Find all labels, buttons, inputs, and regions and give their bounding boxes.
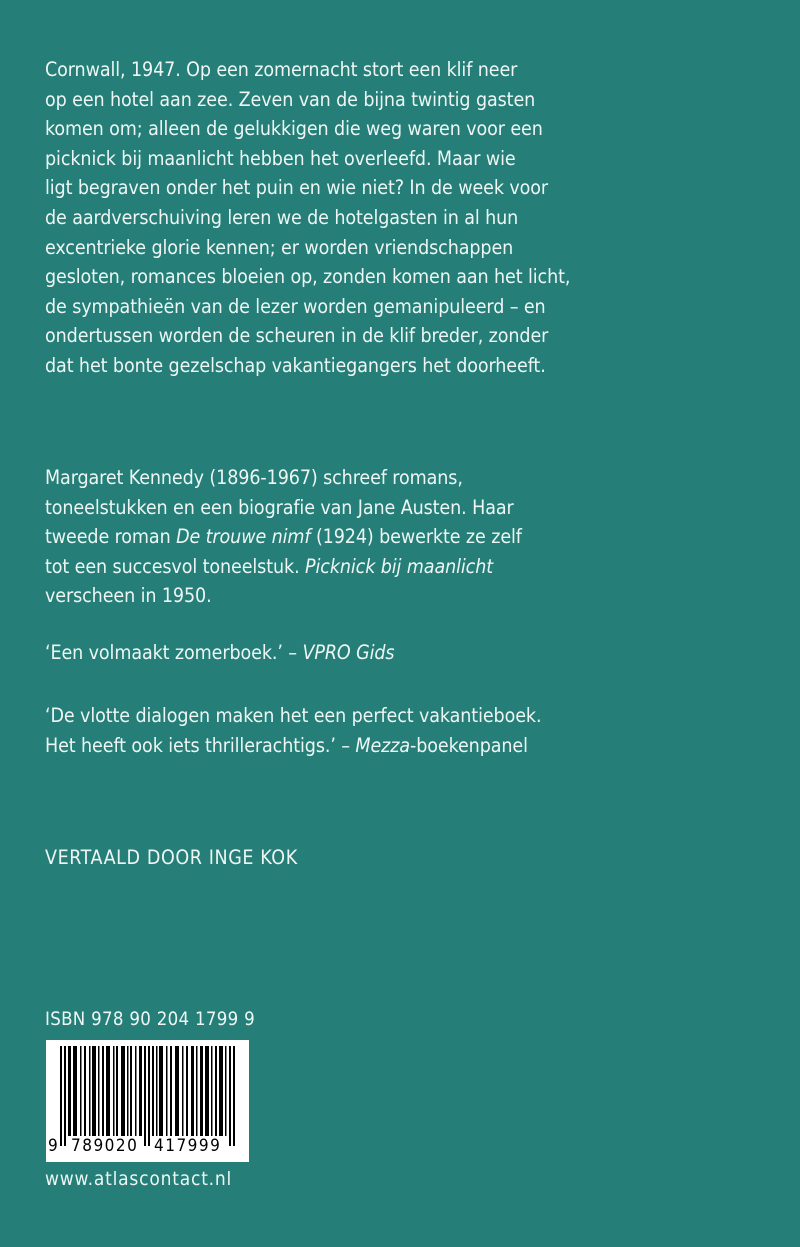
quote-source: VPRO Gids — [302, 641, 395, 664]
blurb-line: komen om; alleen de gelukkigen die weg waren voor een — [45, 117, 543, 141]
bio-text: tot een succesvol toneelstuk. — [45, 554, 306, 578]
publisher-website[interactable]: www.atlascontact.nl — [45, 1168, 233, 1190]
bio-line: verscheen in 1950. — [45, 584, 212, 608]
book-title-italic: Picknick bij maanlicht — [305, 554, 494, 578]
blurb-line: ondertussen worden de scheuren in de klif breder, zonder — [45, 324, 549, 348]
review-quote — [45, 638, 394, 668]
barcode-left-digits: 789020 — [71, 1136, 139, 1156]
quote-text: Het heeft ook iets thrillerachtigs.’ – — [45, 733, 356, 757]
bio-line: Margaret Kennedy (1896-1967) schreef romans, — [45, 466, 463, 489]
isbn-label: ISBN 978 90 204 1799 9 — [45, 1009, 255, 1030]
blurb-line: dat het bonte gezelschap vakantiegangers het doorheeft. — [45, 353, 546, 377]
bio-text: (1924) bewerkte ze zelf — [310, 525, 522, 549]
quote-text: ‘Een volmaakt zomerboek.’ – — [45, 641, 303, 664]
blurb-line: op een hotel aan zee. Zeven van de bijna twintig gasten — [45, 87, 536, 111]
barcode — [46, 1040, 249, 1162]
book-title-italic: De trouwe nimf — [176, 525, 311, 549]
blurb-line: Cornwall, 1947. Op een zomernacht stort een klif neer — [45, 58, 518, 81]
quote-source: -boekenpanel — [410, 733, 528, 757]
blurb-line: de aardverschuiving leren we de hotelgasten in al hun — [45, 205, 519, 229]
blurb-line: de sympathieën van de lezer worden gemanipuleerd – en — [45, 294, 546, 318]
bio-text: tweede roman — [45, 525, 177, 549]
bio-line — [45, 522, 522, 552]
blurb-line: gesloten, romances bloeien op, zonden komen aan het licht, — [45, 265, 571, 289]
barcode-first-digit: 9 — [48, 1136, 58, 1156]
quote-text: ‘De vlotte dialogen maken het een perfect vakantieboek. — [45, 704, 542, 727]
bio-line — [45, 552, 522, 582]
blurb-line: ligt begraven onder het puin en wie niet? In de week voor — [45, 176, 549, 200]
blurb-paragraph — [45, 55, 570, 381]
bio-line: toneelstukken en een biografie van Jane Austen. Haar — [45, 495, 514, 519]
review-quote — [45, 701, 541, 760]
blurb-line: excentrieke glorie kennen; er worden vriendschappen — [45, 235, 514, 259]
translator-credit: VERTAALD DOOR INGE KOK — [45, 846, 298, 869]
blurb-line: picknick bij maanlicht hebben het overleefd. Maar wie — [45, 146, 516, 170]
barcode-right-digits: 417999 — [154, 1136, 222, 1156]
quote-source: Mezza — [355, 733, 411, 757]
author-bio — [45, 463, 522, 611]
